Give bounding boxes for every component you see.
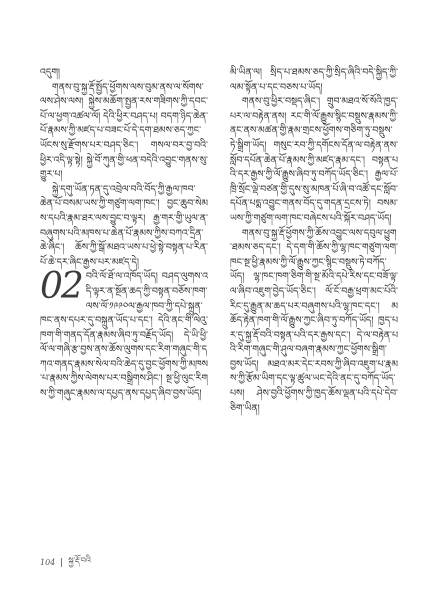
paragraph: གནས་བུ་སྐྱ་རྡོ་ཕྱོགས་ཀྱི་ཆོས་འབྱུང་ལས་དབུལ་ཕྱུག་ཐམས་ཅད་དང་། དེ་དག་གི་ཆོས་ཀྱི་ལྷ་ཁང་གཙུག་ལག་ཁང་སྔ་ཕྱི་རྣམས་ཀྱི་ལོ་རྒྱུས་ཀྱང་སྙིང་བསྡུས་ཏེ་བཀོད་ཡོད། ལྷ་ཁང་ཁག་ཅིག་གི་སྔ་མོའི་དཔེ་རིས་དང་བཟོ་ལྟ་ལ་ཞིབ་འཇུག་བྱེད་ཡོད་ཅིང་། ལོ་ངོ་བརྒྱ་ཕྲག་མང་པོའི་རིང་དུ་རྒྱུན་མ་ཆད་པར་བཞུགས་པའི་ལྷ་ཁང་དང་། མཆོད་རྟེན་ཁག་གི་ལོ་རྒྱུས་ཀྱང་ཞིབ་ཏུ་བཀོད་ཡོད། ཁྱད་པར་དུ་སྐྱ་རྡོ་བའི་བསྟན་པའི་དར་རྒྱས་དང་། དེ་ལ་བརྟེན་པའི་རིག་གཞུང་གི་ཤུལ་བཞག་རྣམས་ཀྱང་ཕྱོགས་སྒྲིག་བྱས་ཡོད། མཐའ་མར་དེང་རབས་ཀྱི་ཞིབ་འཇུག་པ་རྣམས་ཀྱི་རྩོམ་ཡིག་དང་ལྟ་ཚུལ་ཡང་དེའི་ནང་དུ་བཀོད་ཡོད་པས། ཤེས་བྱའི་ཕྱོགས་ཀྱི་ཁྱད་ཆོས་ལྡན་པའི་དཔེ་དེབ་ཅིག་ཡིན། xyxy=(230,227,398,414)
paragraph: གནས་བུ་ཕྱིར་བསྡད་ཞིང་། གྲུབ་མཐའ་སོ་སོའི་ཁྱད་པར་ལ་བརྟེན་ནས། རང་གི་ལོ་རྒྱུས་སྙིང་བསྡུས་རྣམས་ཀྱི་ནང་ནས་མཚན་གྱི་རྣམ་གྲངས་ཕྱོགས་གཅིག་ཏུ་བསྡུས་ཏེ་སྒྲིག་ཡོད། གསུང་རབ་ཀྱི་དགོངས་དོན་ལ་བརྟེན་ནས་སློབ་དཔོན་ཆེན་པོ་རྣམས་ཀྱི་མཛད་རྣམ་དང་། བསྟན་པའི་དར་རྒྱས་ཀྱི་ལོ་རྒྱུས་ཞིབ་ཏུ་བཀོད་ཡོད་ཅིང་། རྒྱལ་པོ་ཁྲི་སྲོང་ལྡེ་བཙན་གྱི་དུས་སུ་མཁན་པོ་ཞི་བ་འཚོ་དང་སློབ་དཔོན་པདྨ་འབྱུང་གནས་བོད་དུ་གདན་དྲངས་ཏེ། བསམ་ཡས་ཀྱི་གཙུག་ལག་ཁང་བཞེངས་པའི་སྐོར་བཤད་ཡོད། xyxy=(230,96,398,224)
continued-line: འདུག། xyxy=(40,67,61,78)
left-column xyxy=(40,66,208,402)
paragraph: གནས་བུ་སྐྱ་རྡོ་སྤྱོད་ཕྱོགས་ལས་བུམ་ནས་ལ་སོགས་ལས་ཤེས་ལས། སྐྱེས་མཆོག་སྤྱན་རས་གཟིགས་ཀྱི་དབང་པོ་ལ་ཕྱག་འཚལ་ལོ། དེའི་ཕྱིར་བཤད་པ། བདག་ཉིད་ཆེན་པོ་རྣམས་ཀྱི་མཛད་པ་བཟང་པོ་དེ་དག་ཐམས་ཅད་ཀྱང་ཡོངས་སུ་རྫོགས་པར་བཤད་ཅིང་། གསལ་བར་བྱ་བའི་ཕྱིར་འདི་ལྟ་སྟེ། སྐྱེ་བོ་ཀུན་གྱི་ཕན་བདེའི་འབྱུང་གནས་སུ་གྱུར་པ། xyxy=(40,81,208,181)
dropcap-number: 02 xyxy=(40,266,82,308)
page-footer xyxy=(40,551,91,574)
dropcap-paragraph xyxy=(40,266,208,401)
running-title: སྐྱ་རྡོ་བའི xyxy=(68,556,91,565)
right-column xyxy=(230,66,398,416)
paragraph: སྐྱེ་དགུ་ཡོན་ཏན་དུ་འབྲེལ་བའི་བོད་ཀྱི་རྒྱལ་ཁབ་ཆེན་པོ་བསམ་ཡས་ཀྱི་གཙུག་ལག་ཁང་། བྱང་ཆུབ་སེམས་དཔའི་རྣམ་ཐར་ལས་བྱུང་བ་ལྟར། རྒྱ་གར་གྱི་ཡུལ་ན་བཞུགས་པའི་མཁས་པ་ཆེན་པོ་རྣམས་ཀྱིས་བཀའ་དྲིན་ཆེ་ཞིང་། ཆོས་ཀྱི་སྒོ་མཐའ་ཡས་པ་ཕྱེ་སྟེ་བསྟན་པ་རིན་པོ་ཆེ་དར་ཞིང་རྒྱས་པར་མཛད་དེ། xyxy=(40,183,208,268)
paragraph: བའི་ལོ་ཐོ་ལ་འཁོད་ཡོད། བཤད་ལུགས་འདི་ལྟར་ན་སྔོན་ཆད་ཀྱི་བསྟན་བཅོས་ཁག་ལས་ལོ་༡༩༩༠ལ་རྒྱལ་ཁབ་ཀྱི་དཔེ་སྐྲུན་ཁང་ནས་དཔར་དུ་བསྐྲུན་ཡོད་པ་དང་། དེའི་ནང་གི་ལེའུ་ཁག་གི་གནད་དོན་རྣམས་ཞིབ་ཏུ་བརྗོད་ཡོད། དེ་ཡི་ཕྱི་ལོ་ལ་གཞི་རྩ་བྱས་ནས་ཆོས་ལུགས་དང་རིག་གཞུང་གི་དཀའ་གནད་རྣམས་སེལ་བའི་ཆེད་དུ་བྱང་ཕྱོགས་ཀྱི་མཁས་པ་རྣམས་ཀྱིས་ལེགས་པར་བསྒྲིགས་ཤིང་། སྔ་ཕྱི་ལུང་རིགས་ཀྱི་གཞུང་རྣམས་ལ་དཔྱད་ནས་དཔྱད་ཞིབ་བྱས་ཡོད། xyxy=(40,271,208,400)
footer-divider xyxy=(61,558,62,567)
page-number: 104 xyxy=(40,558,56,567)
paragraph: མི་ཡིན་ལ། སྲིད་པ་ཐམས་ཅད་ཀྱི་སྲིད་ཞིའི་བདེ་སྐྱིད་ཀྱི་ལམ་སྟོན་པ་དང་བཅས་པ་ཡོད། xyxy=(230,67,398,93)
